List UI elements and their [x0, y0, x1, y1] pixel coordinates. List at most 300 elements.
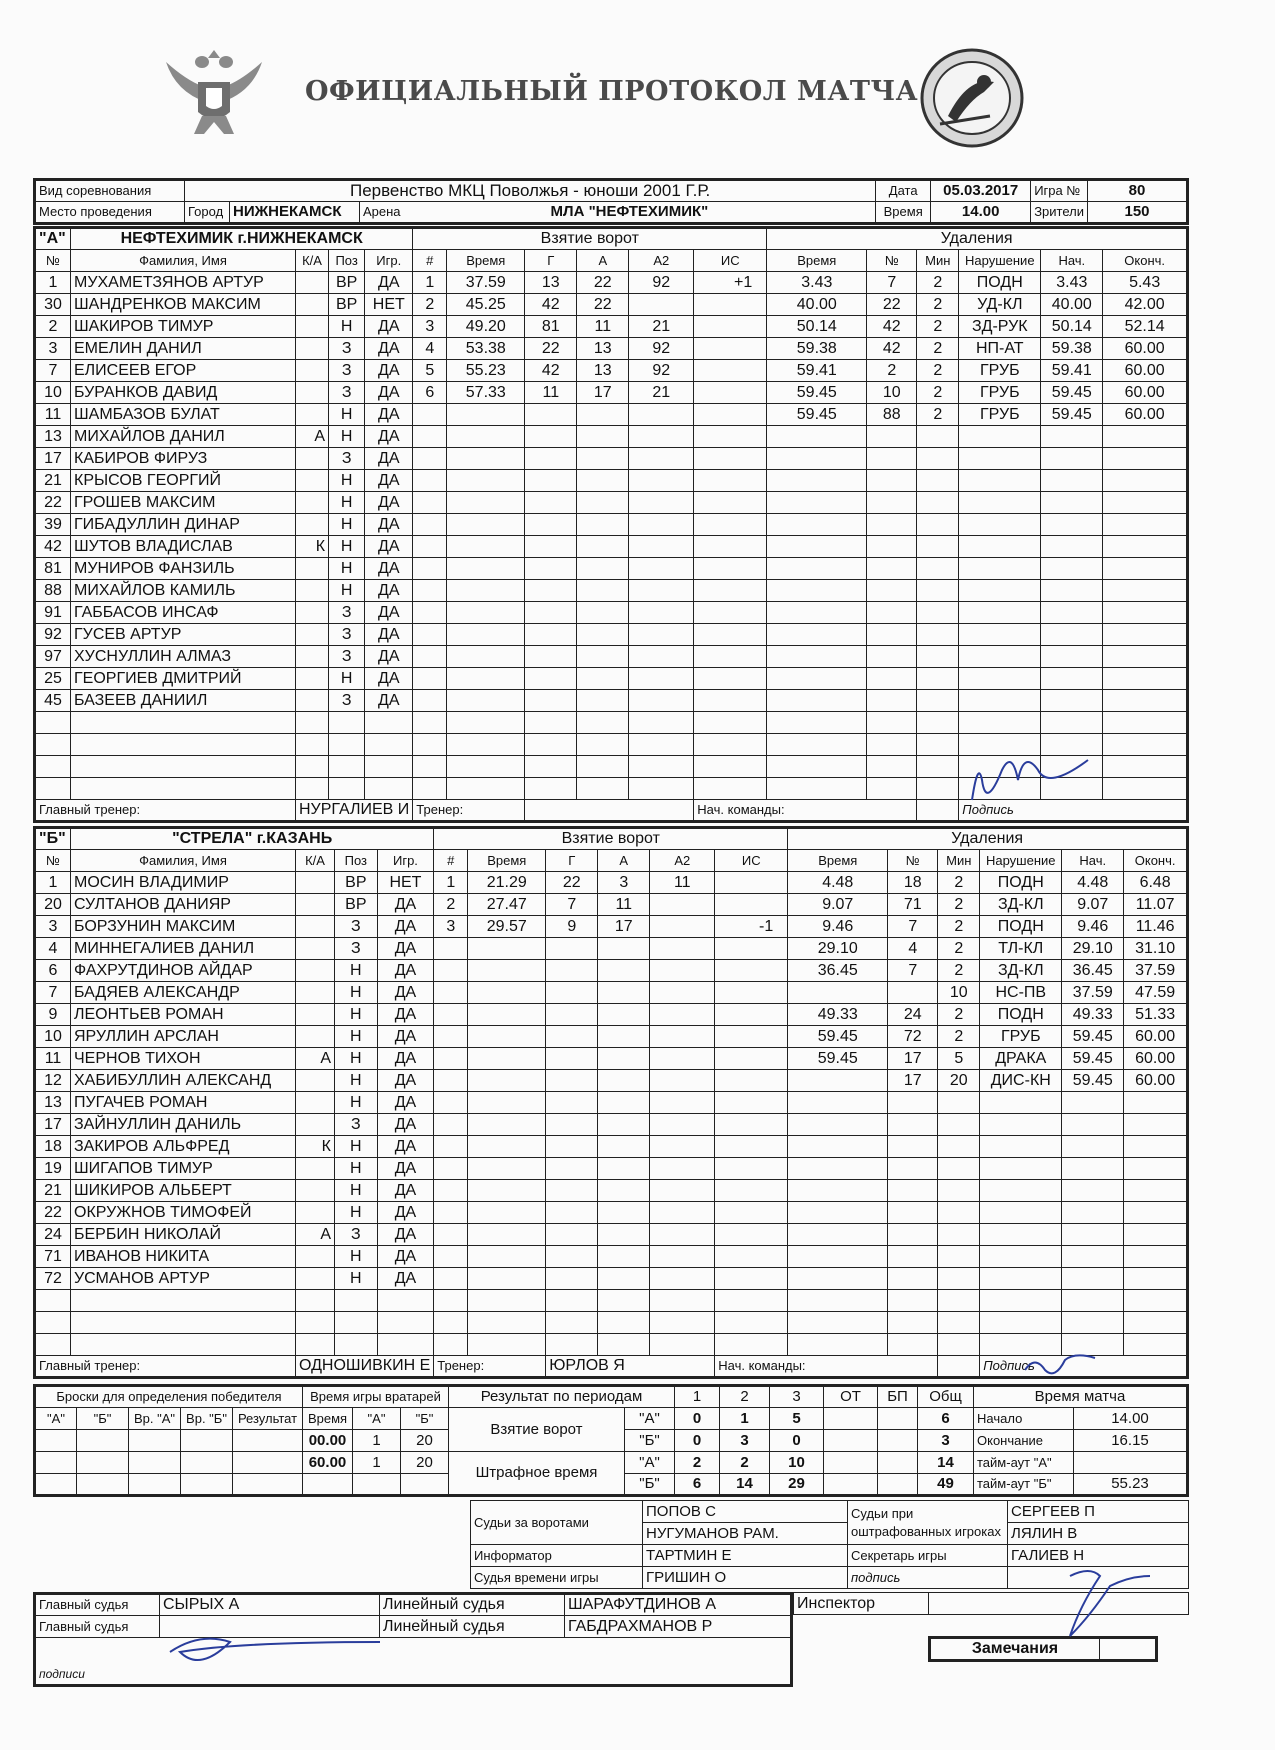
goal-cell [413, 602, 447, 624]
goal-cell: 92 [629, 338, 694, 360]
summary-cell [824, 1474, 878, 1496]
penalty-cell [767, 712, 867, 734]
table-row [35, 1334, 1188, 1356]
player-cell: 10 [35, 1026, 71, 1048]
goal-cell: 17 [577, 382, 629, 404]
penalty-cell [1124, 1114, 1188, 1136]
player-cell [296, 624, 329, 646]
player-cell [296, 646, 329, 668]
remarks-box [928, 1636, 1158, 1662]
goal-cell: 11 [598, 894, 650, 916]
summary-cell: 3 [918, 1430, 974, 1452]
goal-cell: 92 [629, 360, 694, 382]
penalty-cell [959, 514, 1041, 536]
col-header-is: ИС [715, 850, 788, 872]
penalty-cell [959, 778, 1041, 800]
player-cell: Н [334, 1180, 377, 1202]
goal-cell [694, 338, 767, 360]
penalty-cell [1124, 1180, 1188, 1202]
goal-cell [546, 1136, 598, 1158]
penalty-cell [767, 426, 867, 448]
inspector-table [793, 1592, 1189, 1615]
penalty-cell [888, 982, 938, 1004]
player-cell: ШИГАПОВ ТИМУР [71, 1158, 296, 1180]
player-cell: ДА [377, 1180, 434, 1202]
goal-cell [650, 1158, 715, 1180]
penalty-cell: 29.10 [788, 938, 888, 960]
col-header-time: Время [447, 250, 525, 272]
penalty-cell: 60.00 [1103, 338, 1188, 360]
signature-label: подпись [848, 1567, 1008, 1589]
goal-cell: 4 [413, 338, 447, 360]
penalty-cell [1103, 580, 1188, 602]
penalty-cell [767, 646, 867, 668]
penalty-cell [959, 690, 1041, 712]
summary-cell: 2 [675, 1452, 720, 1474]
goal-cell [629, 514, 694, 536]
penalty-cell [938, 1158, 980, 1180]
goal-cell [715, 1246, 788, 1268]
player-cell: З [329, 602, 365, 624]
penalty-cell [767, 668, 867, 690]
penalty-cell [1103, 492, 1188, 514]
player-cell: З [334, 1114, 377, 1136]
table-row [35, 272, 1188, 294]
team-name: "СТРЕЛА" г.КАЗАНЬ [71, 828, 434, 850]
penalty-cell [917, 624, 959, 646]
linesman-2: ГАБДРАХМАНОВ Р [565, 1616, 792, 1638]
penalty-cell [767, 756, 867, 778]
table-row [35, 1224, 1188, 1246]
penalty-cell: 4.48 [788, 872, 888, 894]
table-row [35, 1070, 1188, 1092]
player-cell: ЕМЕЛИН ДАНИЛ [71, 338, 296, 360]
goal-cell [447, 778, 525, 800]
penalty-cell [888, 1268, 938, 1290]
player-cell: ДА [365, 580, 413, 602]
goal-cell [546, 938, 598, 960]
goal-cell [434, 1092, 468, 1114]
summary-cell [824, 1452, 878, 1474]
match-time-header: Время матча [974, 1386, 1188, 1408]
goal-cell [525, 448, 577, 470]
player-cell [35, 756, 71, 778]
player-cell: Н [334, 1070, 377, 1092]
player-cell: З [329, 646, 365, 668]
penalty-cell [959, 558, 1041, 580]
goal-cell [629, 690, 694, 712]
penalty-cell: 18 [888, 872, 938, 894]
summary-row-team: "А" [625, 1408, 675, 1430]
penalty-cell: 59.45 [1062, 1048, 1124, 1070]
goal-cell [629, 624, 694, 646]
goal-cell [468, 1048, 546, 1070]
penalty-cell [1124, 1246, 1188, 1268]
col-header-time: Время [767, 250, 867, 272]
goal-cell [598, 960, 650, 982]
penalty-cell: 2 [867, 360, 917, 382]
goal-cell [468, 1224, 546, 1246]
penalty-cell [788, 1290, 888, 1312]
goal-cell [434, 1180, 468, 1202]
penalty-cell: 3.43 [1041, 272, 1103, 294]
player-cell: 9 [35, 1004, 71, 1026]
goal-cell [525, 470, 577, 492]
team-name: НЕФТЕХИМИК г.НИЖНЕКАМСК [71, 228, 413, 250]
penalty-cell [788, 1114, 888, 1136]
goal-cell [694, 448, 767, 470]
goal-cell [525, 558, 577, 580]
goal-cell [413, 580, 447, 602]
table-row [35, 1158, 1188, 1180]
player-cell [71, 756, 296, 778]
player-cell: СУЛТАНОВ ДАНИЯР [71, 894, 296, 916]
player-cell: ДА [377, 1202, 434, 1224]
table-row [35, 1312, 1188, 1334]
player-cell: 91 [35, 602, 71, 624]
player-cell: 42 [35, 536, 71, 558]
goal-cell [577, 470, 629, 492]
goal-cell [577, 778, 629, 800]
player-cell [296, 1312, 335, 1334]
player-cell [296, 960, 335, 982]
player-cell: ДА [365, 382, 413, 404]
player-cell: ДА [365, 404, 413, 426]
penalty-cell [767, 602, 867, 624]
penalty-cell [1041, 668, 1103, 690]
goal-cell [629, 756, 694, 778]
player-cell [296, 470, 329, 492]
goal-cell [694, 602, 767, 624]
informer: ТАРТМИН Е [643, 1545, 848, 1567]
penalty-cell [1124, 1268, 1188, 1290]
col-header-a: А [598, 850, 650, 872]
goal-cell [546, 1224, 598, 1246]
player-cell: Н [334, 1092, 377, 1114]
goal-cell [598, 982, 650, 1004]
penalty-cell: 9.46 [1062, 916, 1124, 938]
goal-cell: 42 [525, 360, 577, 382]
goal-cell [694, 294, 767, 316]
player-cell: Н [329, 558, 365, 580]
player-cell [377, 1290, 434, 1312]
goal-cell [468, 1070, 546, 1092]
penalty-cell [1062, 1202, 1124, 1224]
table-row [35, 1290, 1188, 1312]
penalty-cell [938, 1268, 980, 1290]
penalty-cell: 59.38 [767, 338, 867, 360]
penalty-cell [959, 624, 1041, 646]
penalty-cell: 50.14 [1041, 316, 1103, 338]
player-cell: З [334, 916, 377, 938]
col-header-name: Фамилия, Имя [71, 250, 296, 272]
goal-cell: 42 [525, 294, 577, 316]
player-cell: Н [329, 514, 365, 536]
goal-cell [525, 492, 577, 514]
penalty-cell [1041, 646, 1103, 668]
penalty-cell: 71 [888, 894, 938, 916]
penalty-cell [1103, 536, 1188, 558]
player-cell [296, 756, 329, 778]
penalty-cell [959, 426, 1041, 448]
goal-cell [468, 1004, 546, 1026]
spectators-label: Зрители [1031, 202, 1088, 224]
col-header-a2: А2 [629, 250, 694, 272]
player-cell [35, 778, 71, 800]
player-cell: ДА [377, 1246, 434, 1268]
goal-cell [447, 514, 525, 536]
player-cell [296, 492, 329, 514]
penalty-cell: 4 [888, 938, 938, 960]
goal-cell [434, 1070, 468, 1092]
penalty-cell [1124, 1158, 1188, 1180]
penalty-cell [888, 1290, 938, 1312]
penalty-cell: 36.45 [788, 960, 888, 982]
table-row [35, 580, 1188, 602]
game-no-label: Игра № [1031, 180, 1088, 202]
shootout-cell [129, 1452, 181, 1474]
goal-cell [434, 1004, 468, 1026]
penalty-cell [867, 580, 917, 602]
goal-cell [577, 426, 629, 448]
main-referee-2 [160, 1616, 380, 1638]
gk-time-col-header: Время [303, 1408, 353, 1430]
table-row [35, 448, 1188, 470]
penalty-cell [788, 1312, 888, 1334]
penalty-cell [959, 492, 1041, 514]
goal-cell [577, 756, 629, 778]
goal-cell [525, 536, 577, 558]
table-row [35, 1136, 1188, 1158]
player-cell [296, 1334, 335, 1356]
penalty-cell [867, 426, 917, 448]
goal-cell [447, 690, 525, 712]
goal-cell [715, 938, 788, 960]
player-cell [71, 1334, 296, 1356]
goal-cell [694, 514, 767, 536]
remarks-cell [1100, 1638, 1157, 1661]
table-row [35, 470, 1188, 492]
goal-cell [447, 756, 525, 778]
signature-label: Подпись [959, 800, 1188, 822]
goal-cell [694, 756, 767, 778]
penalty-cell [938, 1180, 980, 1202]
penalty-cell [917, 668, 959, 690]
player-cell [296, 1180, 335, 1202]
summary-cell: 14 [720, 1474, 770, 1496]
goal-cell [715, 1334, 788, 1356]
penalty-cell [888, 1136, 938, 1158]
col-header-a2: А2 [650, 850, 715, 872]
inspector [929, 1593, 1189, 1615]
goal-cell [447, 734, 525, 756]
player-cell: К [296, 1136, 335, 1158]
goal-cell: 21 [629, 316, 694, 338]
player-cell [296, 1026, 335, 1048]
goal-cell [468, 1026, 546, 1048]
timeout-b-label: тайм-аут "Б" [974, 1474, 1074, 1496]
goal-judge-1: ПОПОВ С [643, 1501, 848, 1523]
goal-cell: 7 [546, 894, 598, 916]
player-cell: ДА [377, 1026, 434, 1048]
goal-cell [413, 646, 447, 668]
penalty-cell [980, 1202, 1062, 1224]
penalty-cell [1041, 492, 1103, 514]
penalty-cell [980, 1158, 1062, 1180]
player-cell: ИВАНОВ НИКИТА [71, 1246, 296, 1268]
col-header-pos: Поз [329, 250, 365, 272]
team-chief-label: Нач. команды: [694, 800, 917, 822]
player-cell: 6 [35, 960, 71, 982]
goal-cell [694, 668, 767, 690]
goal-cell [715, 960, 788, 982]
shootout-cell [77, 1452, 129, 1474]
player-cell: ДА [365, 668, 413, 690]
secretary-label: Секретарь игры [848, 1545, 1008, 1567]
player-cell: БОРЗУНИН МАКСИМ [71, 916, 296, 938]
penalty-cell [917, 448, 959, 470]
goal-cell: 5 [413, 360, 447, 382]
player-cell: 81 [35, 558, 71, 580]
penalty-cell [1124, 1092, 1188, 1114]
player-cell: ВР [329, 272, 365, 294]
shootout-cell [233, 1430, 303, 1452]
player-cell [296, 272, 329, 294]
penalty-cell: 20 [938, 1070, 980, 1092]
penalty-cell [888, 1180, 938, 1202]
penalty-cell: 9.46 [788, 916, 888, 938]
penalty-cell [867, 558, 917, 580]
comp-label: Вид соревнования [35, 180, 185, 202]
goal-cell [468, 1092, 546, 1114]
player-cell: ДА [377, 1136, 434, 1158]
penalty-cell: 29.10 [1062, 938, 1124, 960]
goal-cell [598, 1268, 650, 1290]
player-cell [296, 294, 329, 316]
col-header-time: Время [468, 850, 546, 872]
team-chief-label: Нач. команды: [715, 1356, 938, 1378]
goal-cell [598, 1070, 650, 1092]
goal-cell [546, 982, 598, 1004]
goal-cell [546, 1202, 598, 1224]
end-label: Окончание [974, 1430, 1074, 1452]
goal-cell [413, 536, 447, 558]
player-cell: ВР [329, 294, 365, 316]
player-cell: З [329, 690, 365, 712]
goal-cell [546, 1092, 598, 1114]
goal-cell [598, 1092, 650, 1114]
summary-cell: 2 [720, 1452, 770, 1474]
penalty-cell [1062, 1114, 1124, 1136]
goal-cell [447, 646, 525, 668]
summary-row-team: "Б" [625, 1430, 675, 1452]
player-cell: Н [334, 1004, 377, 1026]
goal-cell [715, 982, 788, 1004]
goal-cell [525, 778, 577, 800]
player-cell [296, 514, 329, 536]
time-label: Время [876, 202, 931, 224]
player-cell: ШАМБАЗОВ БУЛАТ [71, 404, 296, 426]
player-cell: 25 [35, 668, 71, 690]
penalty-cell [1062, 1312, 1124, 1334]
penalty-cell: 60.00 [1103, 360, 1188, 382]
goal-cell [434, 1268, 468, 1290]
goal-cell [577, 646, 629, 668]
penalty-cell [788, 1268, 888, 1290]
penalty-cell [788, 1224, 888, 1246]
col-header-hash: # [434, 850, 468, 872]
goal-cell [629, 294, 694, 316]
goal-cell: 57.33 [447, 382, 525, 404]
col-header-viol: Нарушение [959, 250, 1041, 272]
col-header-viol: Нарушение [980, 850, 1062, 872]
penalty-cell [938, 1334, 980, 1356]
penalty-cell: 51.33 [1124, 1004, 1188, 1026]
col-header-pos: Поз [334, 850, 377, 872]
player-cell: Н [334, 1268, 377, 1290]
player-cell: ГЕОРГИЕВ ДМИТРИЙ [71, 668, 296, 690]
player-cell: ДА [365, 646, 413, 668]
inspector-label: Инспектор [794, 1593, 929, 1615]
player-cell: ДА [365, 338, 413, 360]
goal-cell: 13 [577, 360, 629, 382]
player-cell: 13 [35, 1092, 71, 1114]
signatures-label: подписи [35, 1638, 792, 1686]
player-cell [329, 734, 365, 756]
penalty-cell [1062, 1268, 1124, 1290]
goal-cell [694, 404, 767, 426]
goal-cell [468, 960, 546, 982]
col-header-is: ИС [694, 250, 767, 272]
penalty-judges-label: Судьи при оштрафованных игроках [848, 1501, 1008, 1545]
goal-cell [447, 624, 525, 646]
gk-time-cell: 00.00 [303, 1430, 353, 1452]
player-cell: 12 [35, 1070, 71, 1092]
player-cell [365, 734, 413, 756]
penalty-cell [867, 470, 917, 492]
goal-cell [598, 1026, 650, 1048]
penalty-cell [1041, 756, 1103, 778]
goal-cell [468, 938, 546, 960]
coat-of-arms-icon [158, 42, 270, 142]
penalty-cell [1062, 1136, 1124, 1158]
signature-label: Подпись [980, 1356, 1188, 1378]
penalty-cell [767, 492, 867, 514]
summary-cell [824, 1430, 878, 1452]
penalty-cell: 72 [888, 1026, 938, 1048]
penalty-cell [917, 558, 959, 580]
player-cell [35, 712, 71, 734]
table-row [35, 294, 1188, 316]
player-cell: ФАХРУТДИНОВ АЙДАР [71, 960, 296, 982]
goal-cell: 1 [413, 272, 447, 294]
main-referee-1-label: Главный судья [35, 1594, 160, 1616]
player-cell: А [296, 1048, 335, 1070]
arena-cell [360, 202, 876, 224]
shootout-col-header: БП [878, 1386, 918, 1408]
table-row [35, 960, 1188, 982]
goal-cell [715, 1180, 788, 1202]
penalty-cell [788, 1180, 888, 1202]
officials-table [470, 1500, 1189, 1589]
player-cell [334, 1290, 377, 1312]
penalty-cell: 59.45 [788, 1048, 888, 1070]
penalty-cell: 2 [938, 938, 980, 960]
goal-cell [447, 426, 525, 448]
penalty-cell: ПОДН [980, 916, 1062, 938]
goal-cell [577, 536, 629, 558]
penalty-cell [917, 470, 959, 492]
